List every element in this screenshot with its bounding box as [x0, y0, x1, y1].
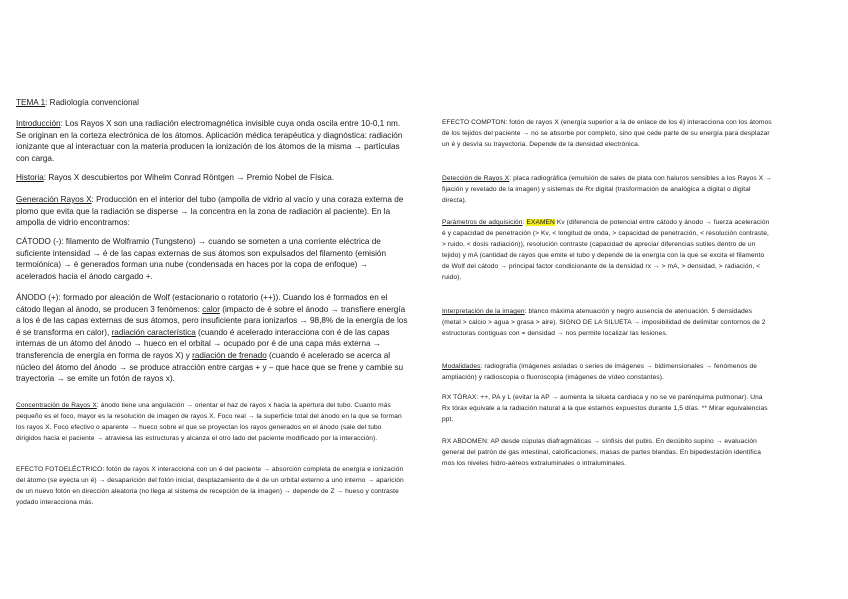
acquisition-paragraph	[442, 218, 772, 283]
cathode-paragraph: CÁTODO (-): filamento de Wolframio (Tungsteno) → cuando se someten a una corriente eléctrica de suficiente intensidad → é de las capas externas de sus átomos son expulsados del filamento (emisión termoiónica) → é generados forman una nube (condensada en haces por la copa de enfoque) → acelerados hacia el ánodo cargado +.	[16, 237, 387, 281]
detection-paragraph	[442, 174, 772, 207]
concentration-paragraph	[16, 401, 408, 445]
history-paragraph	[16, 172, 408, 184]
characteristic-radiation-label: radiación característica	[111, 327, 196, 337]
exam-highlight: EXAMEN	[526, 219, 555, 226]
compton-paragraph: EFECTO COMPTON: fotón de rayos X (energía superior a la de enlace de los é) interacciona con los átomos de los tejidos del paciente → no se absorbe por completo, sino que cede parte de su energía para desplazar un é y desvía su trayectoria. Depende de la densidad electrónica.	[442, 119, 772, 148]
anode-text-1: ÁNODO (+): formado por aleación de Wolf (estacionario o rotatorio (++)). Cuando los é formados en el cátodo llegan al ánodo, se producen 3 fenómenos:	[16, 293, 388, 314]
detection-text: : placa radiográfica (emulsión de sales de plata con haluros sensibles a los Rayos X → fijación y revelado de la imagen) y sistemas de Rx digital (trasformación de analógica a digital o digital directa).	[442, 175, 772, 204]
topic-label: TEMA 1	[16, 98, 46, 107]
concentration-text: : ánodo tiene una angulación → orientar el haz de rayos x hacia la apertura del tubo. Cuanto más pequeño es el foco, mayor es la resolución de imagen de rayos X. Foco real → la superficie total del ánodo en la que se forman los rayos X. Foco efectivo o aparente → hueco sobre el que se proyectan los rayos generados en el ánodo (sale del tubo dirigidos hacia el paciente → atraviesa las estructuras y alcanza el otro lado del paciente modificado por la interacción).	[16, 402, 402, 442]
interpretation-paragraph	[442, 307, 772, 340]
history-text: : Rayos X descubiertos por Wihelm Conrad Röntgen → Premio Nobel de Física.	[43, 173, 335, 182]
topic-title	[16, 97, 408, 109]
history-label: Historia	[16, 173, 44, 182]
anode-text-4: (cuando é acelerado se acerca al núcleo del átomo del ánodo → se produce atracción entre cargas + y – que hace que se frene y cambie su trayectoria → se emite un fotón de rayos x).	[16, 350, 404, 384]
topic-text: : Radiología convencional	[45, 98, 139, 107]
acquisition-label: Parámetros de adquisición	[442, 219, 523, 226]
heat-label: calor	[202, 304, 220, 314]
chest-xray-paragraph: RX TÓRAX: ++, PA y L (evitar la AP → aumenta la silueta cardiaca y no se ve parénquima pulmonar). Una Rx tórax equivale a la radiación natural a la que estamos expuestos durante 1,5 días. ** Mirar equivalencias ppt.	[442, 394, 768, 423]
generation-label: Generación Rayos X	[16, 195, 92, 204]
modalities-paragraph	[442, 362, 772, 384]
generation-paragraph	[16, 194, 408, 229]
concentration-label: Concentración de Rayos X	[16, 402, 97, 409]
introduction-paragraph	[16, 118, 408, 164]
introduction-text: : Los Rayos X son una radiación electromagnética invisible cuya onda oscila entre 10-0,1 nm. Se originan en la corteza electrónica de los átomos. Aplicación médica terapéutica y diagnóstica: radiación ionizante que al interactuar con la materia producen la ionización de los átomos de la misma → partículas con carga.	[16, 119, 403, 163]
anode-text-2: (impacto de é sobre el ánodo → transfiere energía a los é de las capas externas de sus átomos, pero insuficiente para ionizarlos → 98,8% de la energía de los é se transforma en calor),	[16, 304, 408, 337]
braking-radiation-label: radiación de frenado	[192, 350, 267, 360]
introduction-label: Introducción	[16, 119, 61, 128]
anode-paragraph	[16, 292, 408, 385]
interpretation-text: : blanco máxima atenuación y negro ausencia de atenuación. 5 densidades (metal > calcio > agua > grasa > aire). SIGNO DE LA SILUETA → imposibilidad de delimitar contornos de 2 estructuras contiguas con = densidad → nos permite localizar las lesiones.	[442, 308, 766, 337]
acquisition-text-2: Kv (diferencia de potencial entre cátodo y ánodo → fuerza aceleración é y capacidad de penetración (> Kv, < longitud de onda, > capacidad de penetración, < resolución contraste, > ruido, < dosis radiación)), resolución contraste (capacidad de apreciar diferencias sutiles dentro de un tejido) y mA (cantidad de rayos que emite el tubo y depende de la energía con la que se excita el filamento de Wolf del cátodo → principal factor condicionante de la densidad rx → > mA, > densidad, > radiación, < ruido).	[442, 219, 770, 281]
detection-label: Detección de Rayos X	[442, 175, 510, 182]
interpretation-label: Interpretación de la imagen	[442, 308, 525, 315]
abdomen-xray-paragraph: RX ABDOMEN: AP desde cúpulas diafragmáticas → sínfisis del pubis. En decúbito supino → evaluación general del patrón de gas intestinal, calcificaciones, masas de partes blandas. En bipedestación identifica mos los niveles hidro-aéreos extraluminales o intraluminales.	[442, 438, 761, 467]
generation-text: : Producción en el interior del tubo (ampolla de vidrio al vacío y una coraza externa de plomo que evita que la radiación se disperse → la concentra en la zona de radiación al paciente). En la ampolla de vidrio encontramos:	[16, 195, 404, 228]
photoelectric-paragraph: EFECTO FOTOELÉCTRICO: fotón de rayos X interacciona con un é del paciente → absorción completa de energía e ionización del átomo (se eyecta un é) → desaparición del fotón inicial, desplazamiento de é de un orbital externo a uno interno → aparición de un nuevo fotón en dirección aleatoria (no llega al sistema de recepción de la imagen) → depende de Z → hueso y contraste yodado interacciona más.	[16, 466, 404, 506]
acquisition-text-1: :	[522, 219, 527, 226]
modalities-text: : radiografía (imágenes aisladas o series de imágenes → bidimensionales → fenómenos de ampliación) y radioscopia o fluoroscopia (imágenes de vídeo constantes).	[442, 363, 758, 381]
modalities-label: Modalidades	[442, 363, 481, 370]
anode-text-3: (cuando é acelerado interacciona con é de las capas internas de un átomo del ánodo → hueco en el orbital → ocupado por é de una capa más externa → transferencia de energía en forma de rayos X) y	[16, 327, 390, 360]
